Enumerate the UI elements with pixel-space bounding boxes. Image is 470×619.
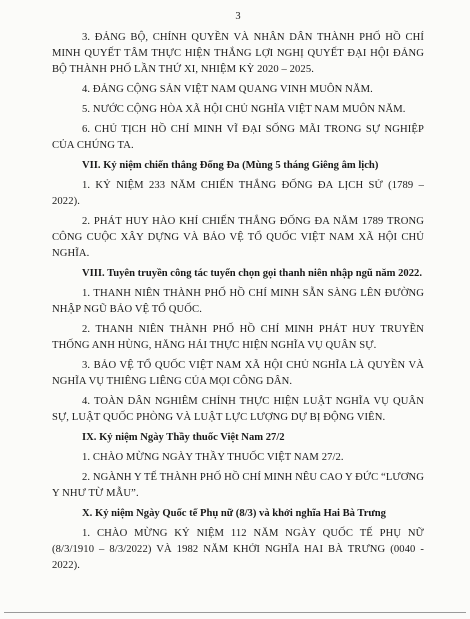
women-day-slogan-1: 1. CHÀO MỪNG KỶ NIỆM 112 NĂM NGÀY QUỐC TẾ PHỤ NỮ (8/3/1910 – 8/3/2022) VÀ 1982 NĂM KHỞI NGHĨA HAI BÀ TRƯNG (0040 - 2022). xyxy=(52,528,424,571)
slogan-4: 4. ĐẢNG CỘNG SẢN VIỆT NAM QUANG VINH MUÔN NĂM. xyxy=(82,84,373,95)
recruit-slogan-3: 3. BẢO VỆ TỔ QUỐC VIỆT NAM XÃ HỘI CHỦ NGHĨA LÀ QUYỀN VÀ NGHĨA VỤ THIÊNG LIÊNG CỦA MỌI CÔNG DÂN. xyxy=(52,360,424,387)
section-heading-vii xyxy=(52,158,424,174)
doctor-slogan-2: 2. NGÀNH Y TẾ THÀNH PHỐ HỒ CHÍ MINH NÊU CAO Y ĐỨC “LƯƠNG Y NHƯ TỪ MẪU”. xyxy=(52,472,424,499)
recruit-slogan-4: 4. TOÀN DÂN NGHIÊM CHỈNH THỰC HIỆN LUẬT NGHĨA VỤ QUÂN SỰ, LUẬT QUỐC PHÒNG VÀ LUẬT LỰC LƯỢNG DỰ BỊ ĐỘNG VIÊN. xyxy=(52,396,424,423)
slogan-3: 3. ĐẢNG BỘ, CHÍNH QUYỀN VÀ NHÂN DÂN THÀNH PHỐ HỒ CHÍ MINH QUYẾT TÂM THỰC HIỆN THẮNG LỢI NGHỊ QUYẾT ĐẠI HỘI ĐẢNG BỘ THÀNH PHỐ LẦN THỨ XI, NHIỆM KỲ 2020 – 2025. xyxy=(52,32,424,75)
bottom-edge-line xyxy=(4,612,466,613)
recruit-slogan-1: 1. THANH NIÊN THÀNH PHỐ HỒ CHÍ MINH SẴN SÀNG LÊN ĐƯỜNG NHẬP NGŨ BẢO VỆ TỔ QUỐC. xyxy=(52,288,424,315)
section-heading-x: X. Kỷ niệm Ngày Quốc tế Phụ nữ (8/3) và khởi nghĩa Hai Bà Trưng xyxy=(82,508,386,519)
recruit-slogan-2: 2. THANH NIÊN THÀNH PHỐ HỒ CHÍ MINH PHÁT HUY TRUYỀN THỐNG ANH HÙNG, HĂNG HÁI THỰC HIỆN NGHĨA VỤ QUÂN SỰ. xyxy=(52,324,424,351)
section-heading-vii-date: (Mùng 5 tháng Giêng âm lịch) xyxy=(239,160,379,171)
section-heading-vii-title: VII. Kỷ niệm chiến thắng Đống Đa xyxy=(82,160,240,171)
section-heading-ix: IX. Kỷ niệm Ngày Thầy thuốc Việt Nam 27/2 xyxy=(82,432,285,443)
doctor-slogan-1: 1. CHÀO MỪNG NGÀY THẦY THUỐC VIỆT NAM 27/2. xyxy=(82,452,344,463)
dong-da-slogan-1: 1. KỶ NIỆM 233 NĂM CHIẾN THẮNG ĐỐNG ĐA LỊCH SỬ (1789 – 2022). xyxy=(52,180,424,207)
dong-da-slogan-2: 2. PHÁT HUY HÀO KHÍ CHIẾN THẮNG ĐỐNG ĐA NĂM 1789 TRONG CÔNG CUỘC XÂY DỰNG VÀ BẢO VỆ TỔ QUỐC VIỆT NAM XÃ HỘI CHỦ NGHĨA. xyxy=(52,216,424,259)
slogan-5: 5. NƯỚC CỘNG HÒA XÃ HỘI CHỦ NGHĨA VIỆT NAM MUÔN NĂM. xyxy=(82,104,406,115)
section-heading-viii: VIII. Tuyên truyền công tác tuyển chọn gọi thanh niên nhập ngũ năm 2022. xyxy=(82,268,422,279)
slogan-6: 6. CHỦ TỊCH HỒ CHÍ MINH VĨ ĐẠI SỐNG MÃI TRONG SỰ NGHIỆP CỦA CHÚNG TA. xyxy=(52,124,424,151)
page-number: 3 xyxy=(235,11,241,22)
